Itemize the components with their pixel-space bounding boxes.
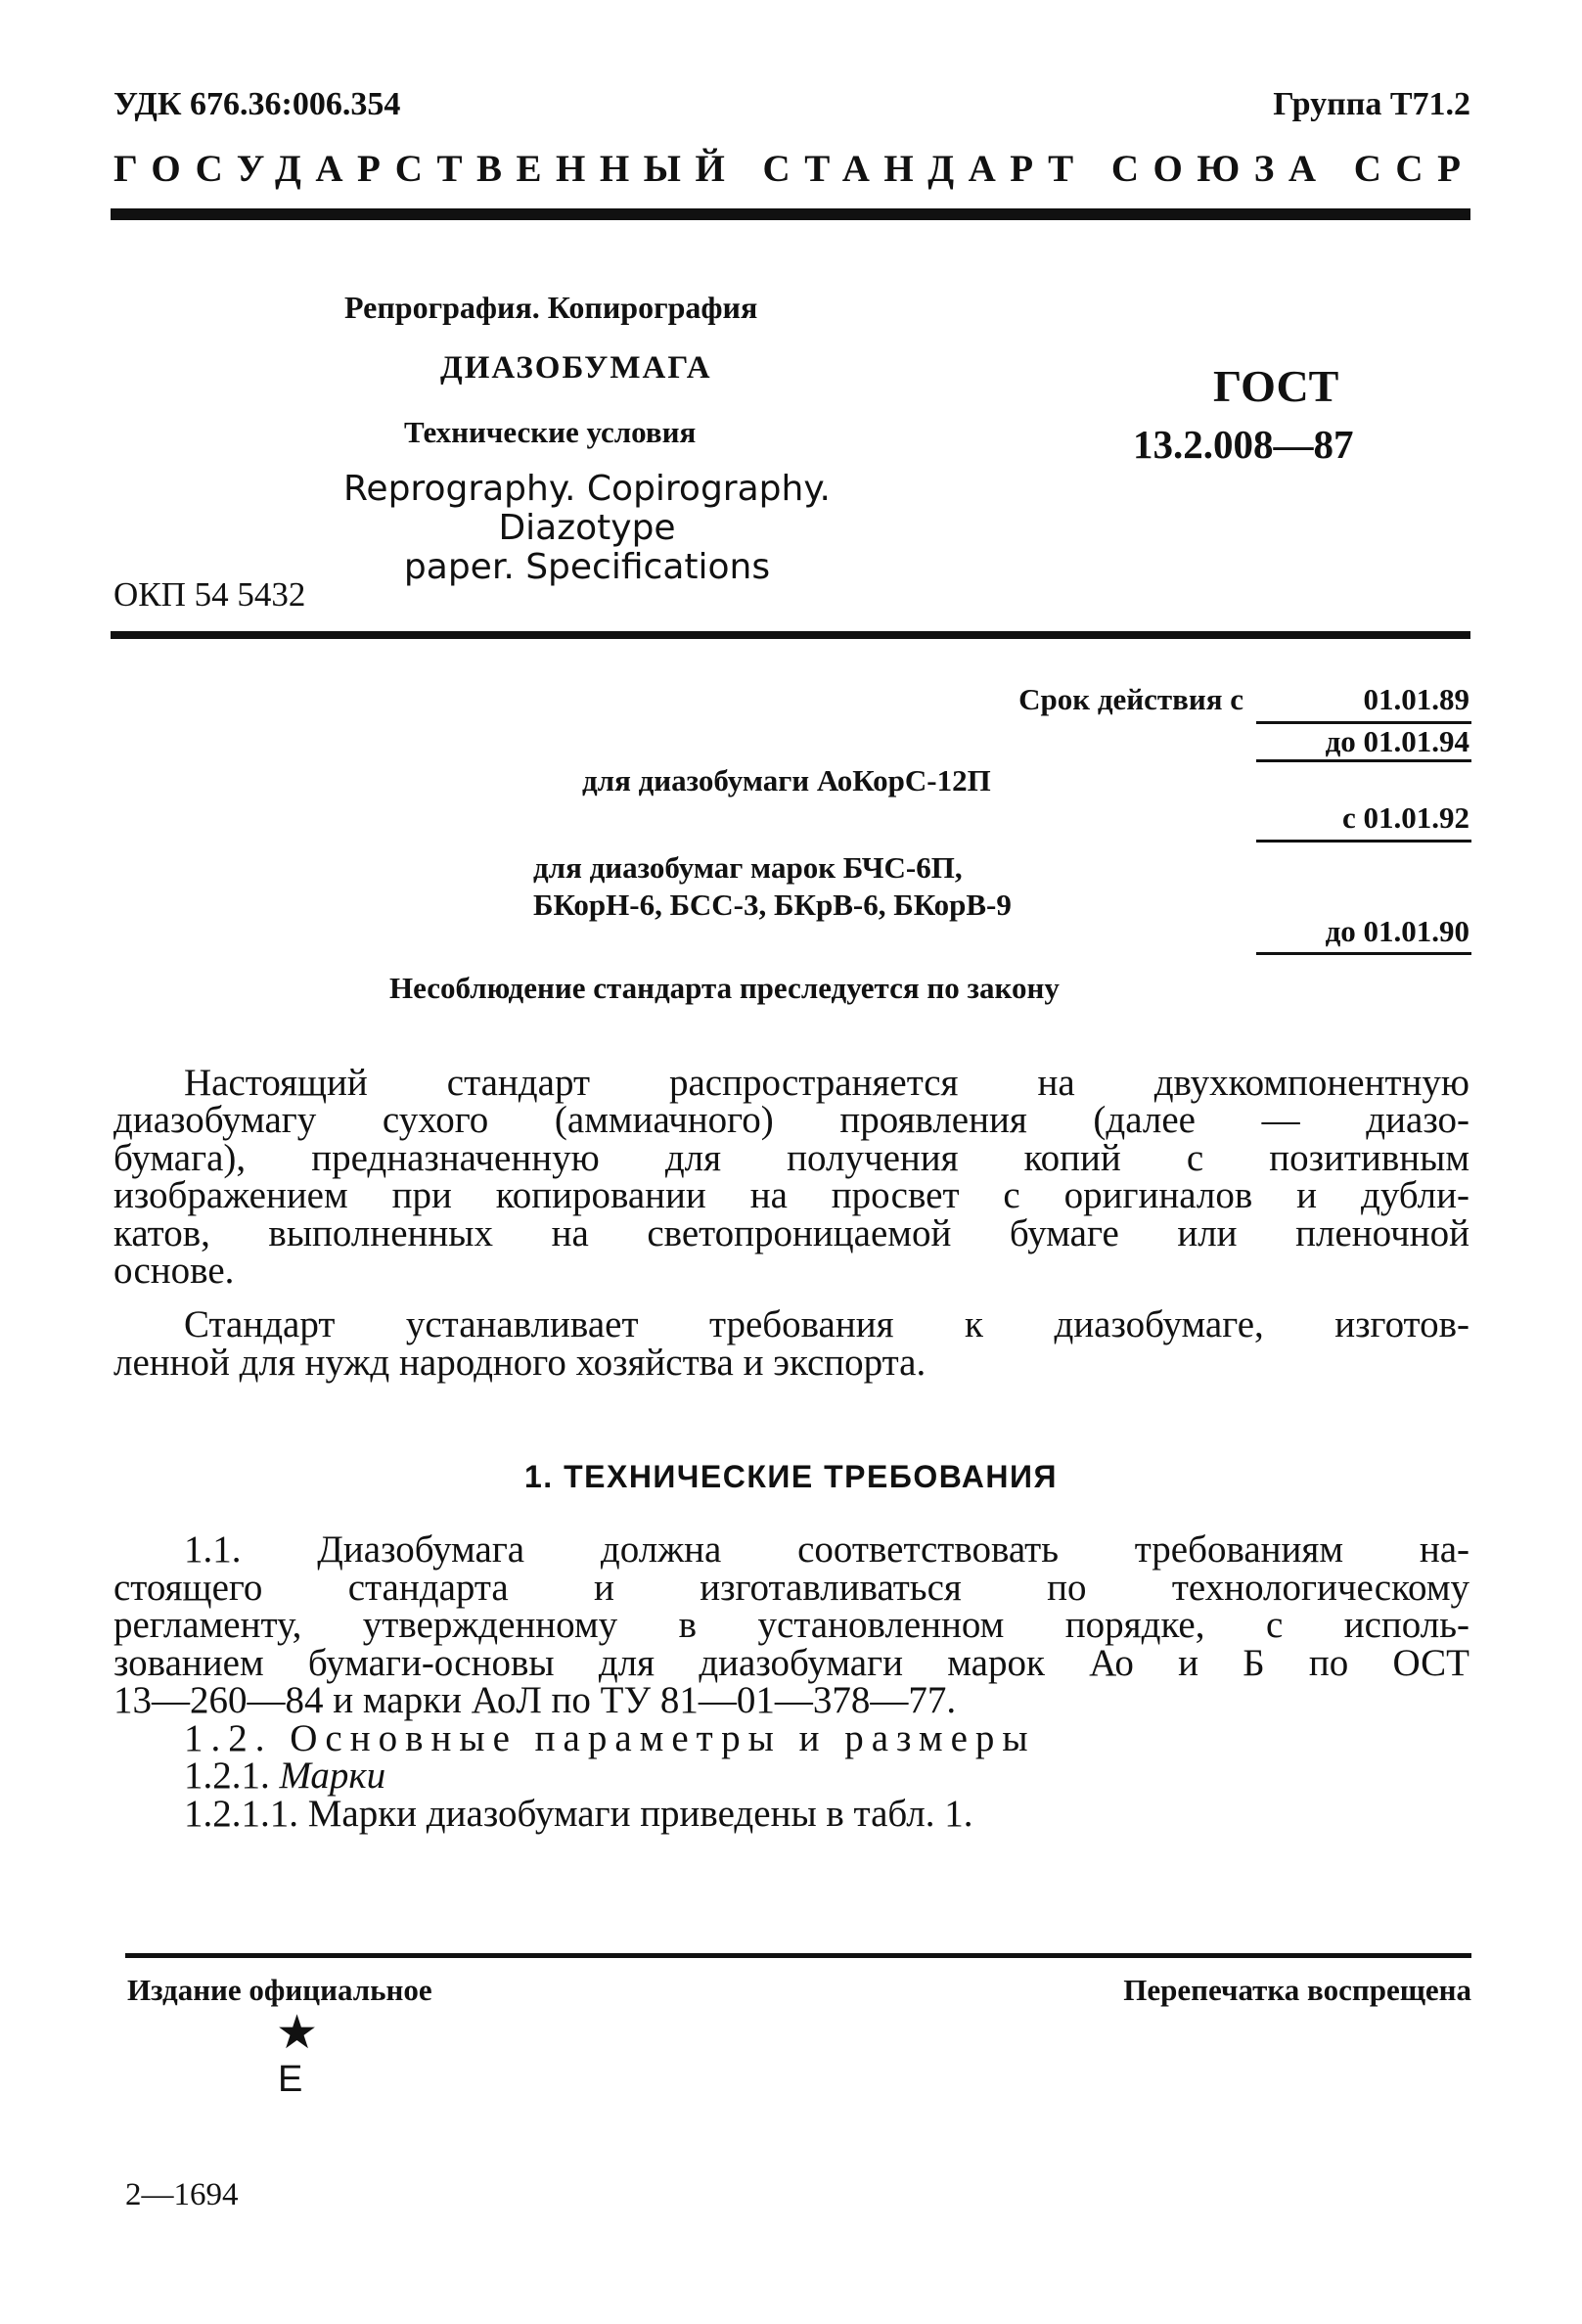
- validity-underline: [1256, 952, 1471, 955]
- gost-label: ГОСТ: [1213, 361, 1339, 411]
- paragraph-line: изображением при копировании на просвет с оригиналов и дубли-: [113, 1174, 1469, 1216]
- english-title-line-1: Reprography. Copirography. Diazotype: [343, 469, 831, 548]
- section-heading: 1. ТЕХНИЧЕСКИЕ ТРЕБОВАНИЯ: [524, 1459, 1058, 1494]
- title-rule: [111, 631, 1470, 639]
- aokor-from: с 01.01.92: [1341, 800, 1469, 835]
- brands-label: [533, 849, 1012, 924]
- paragraph-line: 1.2.1.1. Марки диазобумаги приведены в табл. 1.: [184, 1793, 973, 1835]
- validity-from: 01.01.89: [1363, 682, 1469, 716]
- subsection-heading: 1.2. Основные параметры и размеры: [184, 1717, 1036, 1759]
- paragraph-line: диазобумагу сухого (аммиачного) проявления (далее — диазо-: [113, 1099, 1469, 1141]
- aokor-label: для диазобумаги АоКорС-12П: [582, 763, 991, 797]
- subsection-heading: [184, 1754, 1469, 1797]
- paragraph-line: катов, выполненных на светопроницаемой бумаге или пленочной: [113, 1212, 1469, 1254]
- paragraph-line: ленной для нужд народного хозяйства и экспорта.: [113, 1342, 927, 1384]
- law-notice: Несоблюдение стандарта преследуется по закону: [389, 971, 1060, 1005]
- mark-letter: Е: [278, 2059, 303, 2100]
- paragraph-line: бумага), предназначенную для получения копий с позитивным: [113, 1137, 1469, 1179]
- okp-code: ОКП 54 5432: [113, 575, 306, 614]
- page-code: 2—1694: [125, 2177, 239, 2212]
- brands-to: до 01.01.90: [1325, 914, 1469, 948]
- paragraph-line: регламенту, утвержденному в установленном порядке, с исполь-: [113, 1604, 1469, 1646]
- paragraph-line: стоящего стандарта и изготавливаться по технологическому: [113, 1567, 1469, 1609]
- edition-note: Издание официальное: [127, 1973, 432, 2007]
- validity-underline: [1256, 759, 1471, 762]
- document-title: ДИАЗОБУМАГА: [440, 350, 712, 386]
- gost-number: 13.2.008—87: [1133, 422, 1354, 467]
- subsection-number: 1.2.1.: [184, 1754, 270, 1797]
- paragraph-line: Настоящий стандарт распространяется на двухкомпонентную: [184, 1062, 1469, 1104]
- english-title: [269, 470, 905, 587]
- series-title: Репрография. Копирография: [344, 290, 758, 325]
- group-code: Группа Т71.2: [1273, 86, 1470, 122]
- paragraph-line: основе.: [113, 1250, 235, 1292]
- udk-code: УДК 676.36:006.354: [113, 86, 401, 122]
- paragraph-line: 1.1. Диазобумага должна соответствовать требованиям на-: [184, 1528, 1469, 1571]
- brands-label-line-2: БКорН-6, БСС-3, БКрВ-6, БКорВ-9: [533, 888, 1012, 922]
- english-title-line-2: paper. Specifications: [403, 547, 771, 587]
- paragraph-line: зованием бумаги-основы для диазобумаги марок Ао и Б по ОСТ: [113, 1642, 1469, 1684]
- paragraph-line: Стандарт устанавливает требования к диазобумаге, изготов-: [184, 1303, 1469, 1345]
- paragraph-line: 13—260—84 и марки АоЛ по ТУ 81—01—378—77.: [113, 1679, 957, 1721]
- brands-label-line-1: для диазобумаг марок БЧС-6П,: [533, 850, 963, 885]
- footer-rule: [125, 1953, 1471, 1958]
- document-subtitle: Технические условия: [404, 415, 697, 449]
- reprint-note: Перепечатка воспрещена: [1123, 1973, 1471, 2007]
- header-rule: [111, 208, 1470, 220]
- standard-banner: ГОСУДАРСТВЕННЫЙ СТАНДАРТ СОЮЗА ССР: [113, 148, 1475, 190]
- validity-to: до 01.01.94: [1325, 724, 1469, 758]
- subsection-title: Марки: [279, 1754, 386, 1797]
- star-icon: ★: [276, 2007, 319, 2059]
- validity-underline: [1256, 840, 1471, 843]
- validity-label: Срок действия с: [1018, 682, 1243, 716]
